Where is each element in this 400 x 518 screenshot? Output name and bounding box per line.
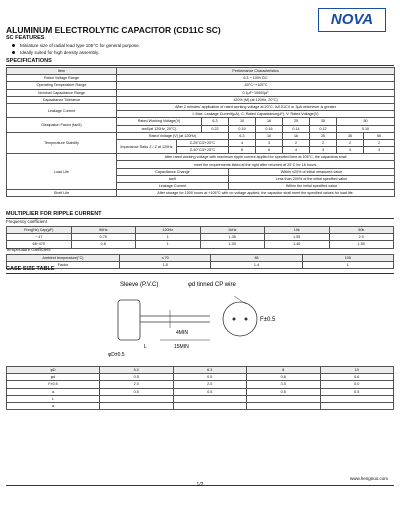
- brand-logo: NOVA: [318, 8, 386, 32]
- phi-label: φD±0.5: [108, 352, 125, 358]
- 15min-label: 15MIN: [174, 344, 189, 350]
- table-row: Shelf Life After storage for 1000 hours at +105°C with no voltage applied, the capacitor shall meet the specified values for load life.: [7, 190, 395, 197]
- case-size-heading: CASE SIZE TABLE: [6, 266, 55, 272]
- table-row: Factor 1.8 1.4 1: [7, 262, 394, 269]
- table-row: φd 0.5 0.5 0.6 0.6: [7, 374, 394, 381]
- table-row: Operating Temperature Range -40°C~+105°C: [7, 82, 395, 89]
- table-row: I: Max. Leakage Current(µA), C: Rated Capacitance(µF), V: Rated Voltage(V): [7, 111, 395, 118]
- table-row: a 0.5 0.5 0.5 0.5: [7, 388, 394, 395]
- table-row: ~ 47 0.75 1 1.35 1.55 2.0: [7, 234, 394, 241]
- document-title: ALUMINUM ELECTROLYTIC CAPACITOR (CD11C SC): [6, 25, 221, 35]
- sleeve-label: Sleeve (P.V.C): [120, 282, 159, 288]
- divider: [6, 65, 394, 66]
- l-label: L: [144, 344, 147, 350]
- table-row: Leakage Current Within the initial specified value: [7, 183, 395, 190]
- table-row: Load Life After rated working voltage with maximum ripple current applied for specified time at 105°C, the capacitors shall: [7, 154, 395, 161]
- table-row: F±0.5 2.0 2.5 3.5 5.0: [7, 381, 394, 388]
- table-row: Nominal Capacitance Range 0.1µF~10000µF: [7, 89, 395, 96]
- freq-caption: Frequency coefficient: [6, 219, 47, 224]
- temperature-table: Ambient temperature(°C) ≤ 70 85 105 Factor 1.8 1.4 1: [6, 254, 394, 269]
- table-row: a: [7, 402, 394, 409]
- capacitor-diagram: [100, 276, 300, 358]
- table-row: L: [7, 395, 394, 402]
- case-size-table: φD 5.0 6.3 8 10 φd 0.5 0.5 0.6 0.6 F±0.5 2.0 2.5 3.5 5.0 a 0.5 0.5 0.5 0.5 L a: [6, 366, 394, 410]
- specifications-heading: SPECIFICATIONS: [6, 58, 52, 64]
- table-row: Temperature Stability Rated Voltage (V) (at 120Hz) 6.3 10 16 25 35 50: [7, 132, 395, 139]
- footer-url[interactable]: www.hengnuo.com: [349, 476, 388, 481]
- table-row: Z-40°C/Z+20°C 8 6 4 3 3 3: [7, 147, 395, 154]
- table-row: 68~470 0.8 1 1.30 1.40 1.50: [7, 241, 394, 248]
- temp-caption: Temperature coefficient: [6, 247, 51, 252]
- f-label: F±0.5: [260, 317, 276, 323]
- table-row: Impedance Ratio Z / Z at 120Hz Z-25°C/Z+20°C 4 3 2 2 2 2: [7, 139, 395, 146]
- table-row: tanδ Less than 200% of the initial specified value: [7, 175, 395, 182]
- feature-item: Miniature size of radial lead type 105°C for general purpose.: [12, 43, 140, 48]
- table-row: Capacitance Change Within ±20% of initial measured value: [7, 168, 395, 175]
- multiplier-heading: MULTIPLIER FOR RIPPLE CURRENT: [6, 211, 102, 217]
- features-heading: SC FEATURES: [6, 35, 45, 41]
- table-row: Capacitance Tolerance ±20% (M) (at 120Hz, 20°C): [7, 96, 395, 103]
- divider: [6, 273, 394, 274]
- page-number: 1/2: [196, 482, 204, 488]
- table-row: Rated Voltage Range 6.3 ~ 100V DC: [7, 75, 395, 82]
- table-header: Item: [7, 68, 117, 75]
- table-header: Performance Characteristics: [117, 68, 395, 75]
- lmin-label: 4MIN: [176, 330, 188, 336]
- divider: [6, 218, 394, 219]
- specifications-table: [6, 67, 395, 197]
- frequency-table: Freq(Hz) Cap(µF) 50Hz 120Hz 1kHz 10k 50k ~ 47 0.75 1 1.35 1.55 2.0 68~470 0.8 1 1.30 1.40 1.50: [6, 226, 394, 249]
- table-row: Dissipation Factor (tanδ) Rated Working Voltage(V) 6.3 10 16 25 35 50: [7, 118, 395, 125]
- feature-item: Ideally suited for high density assembly.: [12, 50, 99, 55]
- table-row: meet the requirements listed at the right after returned at 20°C for 16 hours.: [7, 161, 395, 168]
- table-row: Leakage Current After 2 minutes' application of rated working voltage at 20°C, I≤0.01CV or 3µA whichever is greater: [7, 103, 395, 110]
- tinned-label: φd tinned CP wire: [188, 282, 236, 288]
- table-row: tanδ(at 120Hz, 20°C) 0.22 0.19 0.16 0.14 0.12 0.10: [7, 125, 395, 132]
